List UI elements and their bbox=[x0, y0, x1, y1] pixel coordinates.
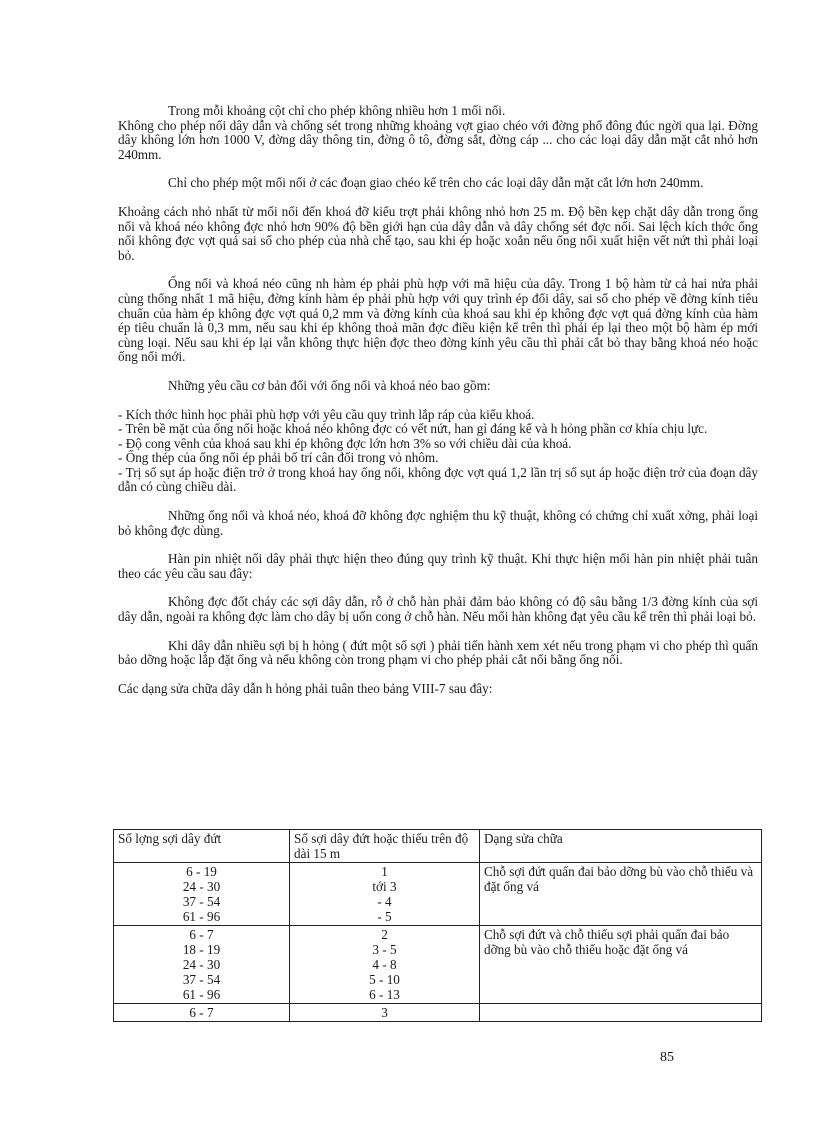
cell-line: 6 - 7 bbox=[189, 1005, 214, 1020]
table-cell bbox=[290, 926, 480, 1004]
table-cell: Chỗ sợi đứt và chỗ thiếu sợi phải quấn đai bảo dỡng bù vào chỗ thiếu hoặc đặt ống vá bbox=[480, 926, 762, 1004]
cell-line: 3 bbox=[381, 1005, 388, 1020]
table-row bbox=[114, 1004, 762, 1022]
list-item: - Kích thớc hình học phải phù hợp với yêu cầu quy trình lắp ráp của kiểu khoá. bbox=[118, 406, 535, 422]
cell-line: 61 - 96 bbox=[182, 909, 221, 924]
table-row bbox=[114, 863, 762, 926]
cell-line: 6 - 19 bbox=[186, 864, 217, 879]
paragraph-5: Ống nối và khoá néo cũng nh hàm ép phải phù hợp với mã hiệu của dây. Trong 1 bộ hàm từ cả hai nửa phải cùng thống nhất 1 mã hiệu, đờng kính hàm ép phải phù hợp với quy trình ép đối dây, sai số cho phép về đờng kính tiêu chuẩn của hàm ép không đợc vợt quá 0,2 mm và đờng kính của khoá sau khi ép không đợc vợt quá đờng kính của hàm ép tiêu chuẩn là 0,3 mm, nếu sau khi ép không thoả mãn đợc điều kiện kể trên thì phải ép lại theo một bộ hàm ép mới cùng loại. Nếu sau khi ép lại vẫn không thực hiện đợc theo đờng kính yêu cầu thì phải cắt bỏ thay bằng khoá néo hoặc ống nối mới. bbox=[118, 276, 758, 365]
table-cell bbox=[290, 1004, 480, 1022]
repair-table bbox=[113, 829, 762, 1022]
paragraph-1: Trong mỗi khoảng cột chỉ cho phép không nhiều hơn 1 mối nối. bbox=[168, 103, 506, 118]
page-number: 85 bbox=[660, 1050, 674, 1065]
table-cell bbox=[290, 863, 480, 926]
table-header-cell: Số lợng sợi dây đứt bbox=[114, 830, 290, 863]
cell-line: 3 - 5 bbox=[372, 942, 397, 957]
cell-line: 61 - 96 bbox=[182, 987, 221, 1002]
cell-line: tới 3 bbox=[372, 879, 397, 894]
paragraph-6: Những yêu cầu cơ bản đối với ống nối và khoá néo bao gồm: bbox=[168, 377, 491, 393]
cell-line: 24 - 30 bbox=[182, 879, 221, 894]
page-body bbox=[118, 104, 758, 696]
paragraph-7: Những ống nối và khoá néo, khoá đỡ không đợc nghiệm thu kỹ thuật, không có chứng chỉ xuất xởng, phải loại bỏ không đợc dùng. bbox=[118, 508, 758, 538]
paragraph-10: Khi dây dẫn nhiều sợi bị h hỏng ( đứt một số sợi ) phải tiến hành xem xét nếu trong phạm vi cho phép thì quấn bảo dỡng hoặc lắp đặt ống và nếu không còn trong phạm vi cho phép phải cắt nối bằng ống nối. bbox=[118, 637, 758, 668]
paragraph-11: Các dạng sửa chữa dây dẫn h hỏng phải tuân theo bảng VIII-7 sau đây: bbox=[118, 680, 493, 696]
cell-line: - 5 bbox=[377, 909, 392, 924]
table-cell bbox=[114, 1004, 290, 1022]
table-header-cell: Số sợi dây đứt hoặc thiếu trên độ dài 15 m bbox=[290, 830, 480, 863]
cell-line: 37 - 54 bbox=[182, 972, 221, 987]
cell-line: 5 - 10 bbox=[369, 972, 400, 987]
table-header-cell: Dạng sửa chữa bbox=[480, 830, 762, 863]
cell-line: 4 - 8 bbox=[372, 957, 397, 972]
cell-line: 24 - 30 bbox=[182, 957, 221, 972]
cell-line: 37 - 54 bbox=[182, 894, 221, 909]
table-row bbox=[114, 926, 762, 1004]
cell-line: - 4 bbox=[377, 894, 392, 909]
paragraph-2: Không cho phép nối dây dẫn và chống sét trong những khoảng vợt giao chéo với đờng phố đông đúc ngời qua lại. Đờng dây không lớn hơn 1000 V, đờng dây thông tin, đờng ô tô, đờng sắt, đờng cáp ... cho các loại dây dẫn mặt cắt nhỏ hơn 240mm. bbox=[118, 117, 758, 162]
cell-line: 1 bbox=[381, 864, 388, 879]
paragraph-9: Không đợc đốt cháy các sợi dây dẫn, rỗ ở chỗ hàn phải đảm bảo không có độ sâu bằng 1/3 đờng kính của sợi dây dẫn, ngoài ra không đợc làm cho dây bị uốn cong ở chỗ hàn. Nếu mối hàn không đạt yêu cầu kể trên thì phải loại bỏ. bbox=[118, 594, 758, 625]
table-cell bbox=[480, 1004, 762, 1022]
table-header-row bbox=[114, 830, 762, 863]
list-item: - Trên bề mặt của ống nối hoặc khoá néo không đợc có vết nứt, han gỉ đáng kể và h hỏng phần cơ khía chịu lực. bbox=[118, 421, 708, 437]
paragraph-8: Hàn pin nhiệt nối dây phải thực hiện theo đúng quy trình kỹ thuật. Khi thực hiện mối hàn pin nhiệt phải tuân theo các yêu cầu sau đây: bbox=[118, 551, 758, 581]
list-item: - Ống thép của ống nối ép phải bố trí cân đối trong vỏ nhôm. bbox=[118, 450, 439, 466]
list-item: - Trị số sụt áp hoặc điện trở ở trong khoá hay ống nối, không đợc vợt quá 1,2 lần trị số sụt áp hoặc điện trở của đoạn dây dẫn có cùng chiều dài. bbox=[118, 464, 758, 495]
paragraph-4: Khoảng cách nhỏ nhất từ mối nối đến khoá đỡ kiểu trợt phải không nhỏ hơn 25 m. Độ bền kẹp chặt dây dẫn trong ống nối và khoá néo không đợc nhỏ hơn 90% độ bền giới hạn của dây dẫn và dây chống sét đợc nối. Sai lệch kích thớc ống nối không đợc vợt quá sai số cho phép của nhà chế tạo, sau khi ép hoặc xoắn nếu ống nối xuất hiện vết nứt thì phải loại bỏ. bbox=[118, 203, 758, 263]
cell-line: 6 - 7 bbox=[189, 927, 214, 942]
cell-line: 2 bbox=[381, 927, 388, 942]
cell-line: 18 - 19 bbox=[182, 942, 221, 957]
list-item: - Độ cong vênh của khoá sau khi ép không đợc lớn hơn 3% so với chiều dài của khoá. bbox=[118, 435, 572, 451]
table-cell bbox=[114, 926, 290, 1004]
paragraph-3: Chỉ cho phép một mối nối ở các đoạn giao chéo kể trên cho các loại dây dẫn mặt cắt lớn hơn 240mm. bbox=[168, 175, 704, 191]
table-cell bbox=[114, 863, 290, 926]
table-cell: Chỗ sợi đứt quấn đai bảo dỡng bù vào chỗ thiếu và đặt ống vá bbox=[480, 863, 762, 926]
cell-line: 6 - 13 bbox=[369, 987, 400, 1002]
requirements-list bbox=[118, 408, 758, 496]
